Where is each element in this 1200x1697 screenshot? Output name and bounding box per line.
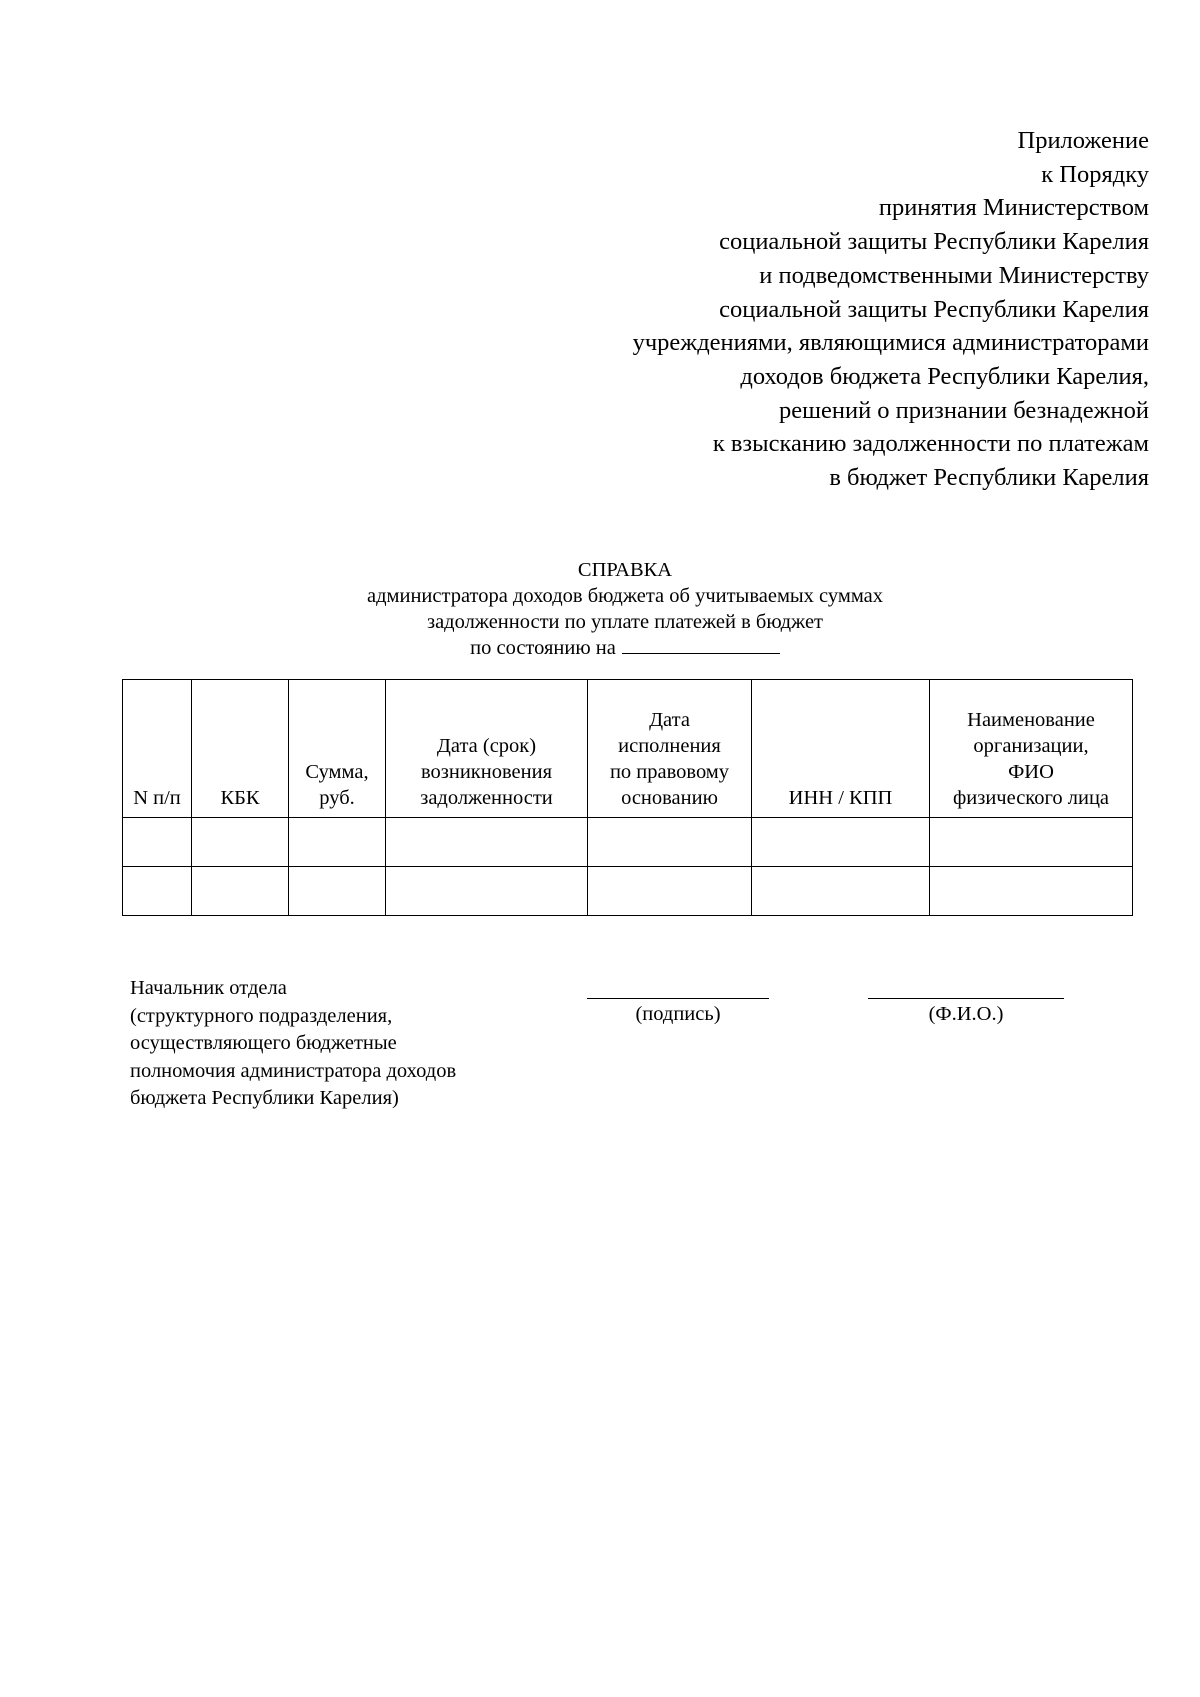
table-cell[interactable] (588, 867, 752, 916)
appendix-line: социальной защиты Республики Карелия (719, 295, 1149, 323)
date-blank-field[interactable] (622, 635, 780, 654)
table-cell[interactable] (386, 818, 588, 867)
signature-field (587, 975, 769, 1029)
table-row (123, 867, 1133, 916)
column-header (192, 680, 289, 818)
column-header-line: КБК (220, 787, 260, 809)
table-cell[interactable] (192, 867, 289, 916)
table-cell[interactable] (123, 818, 192, 867)
appendix-line: к взысканию задолженности по платежам (712, 430, 1149, 458)
appendix-header (509, 124, 1149, 495)
column-header-line: Дата (649, 709, 690, 731)
signoff-line: (структурного подразделения, (130, 1004, 393, 1027)
table-cell[interactable] (930, 867, 1133, 916)
column-header-line: Наименование (967, 709, 1095, 731)
appendix-line: к Порядку (1041, 160, 1149, 188)
table-cell[interactable] (930, 818, 1133, 867)
document-heading (125, 557, 1125, 661)
signoff-line: осуществляющего бюджетные (130, 1032, 397, 1054)
column-header-line: задолженности (420, 787, 553, 809)
appendix-line: и подведомственными Министерству (759, 261, 1149, 289)
table-cell[interactable] (752, 818, 930, 867)
appendix-line: учреждениями, являющимися администраторами (632, 329, 1149, 357)
signoff-block (130, 975, 456, 1113)
name-field (868, 975, 1064, 1029)
heading-date-line (125, 635, 1125, 661)
column-header-line: Сумма, (305, 761, 369, 783)
appendix-line: Приложение (1017, 127, 1149, 154)
heading-line: задолженности по уплате платежей в бюджет (426, 611, 824, 633)
table-cell[interactable] (386, 867, 588, 916)
appendix-line: доходов бюджета Республики Карелия, (740, 362, 1149, 390)
name-line[interactable] (868, 975, 1064, 999)
column-header-line: ИНН / КПП (788, 787, 893, 809)
appendix-line: решений о признании безнадежной (778, 396, 1149, 424)
column-header (123, 680, 192, 818)
column-header-line: возникновения (420, 761, 553, 783)
heading-date-label: по состоянию на (470, 637, 616, 659)
column-header-line: ФИО (1008, 761, 1054, 783)
table-cell[interactable] (289, 867, 386, 916)
column-header-line: организации, (973, 735, 1089, 757)
heading-line: администратора доходов бюджета об учитываемых суммах (366, 585, 884, 607)
table-cell[interactable] (588, 818, 752, 867)
column-header-line: по правовому (609, 761, 730, 783)
signature-caption: (подпись) (635, 1003, 721, 1025)
column-header (752, 680, 930, 818)
column-header-line: Дата (срок) (436, 735, 537, 757)
column-header (289, 680, 386, 818)
signoff-line: бюджета Республики Карелия) (130, 1087, 399, 1109)
document-title: СПРАВКА (577, 559, 673, 581)
appendix-line: в бюджет Республики Карелия (829, 464, 1149, 492)
debt-table (122, 679, 1133, 916)
column-header-line: N п/п (133, 787, 181, 809)
column-header-line: основанию (621, 787, 718, 809)
column-header (386, 680, 588, 818)
signoff-line: Начальник отдела (130, 977, 287, 999)
signoff-line: полномочия администратора доходов (130, 1059, 457, 1082)
appendix-line: принятия Министерством (878, 194, 1149, 222)
column-header-line: исполнения (618, 735, 721, 757)
table-cell[interactable] (752, 867, 930, 916)
table-cell[interactable] (123, 867, 192, 916)
column-header (930, 680, 1133, 818)
column-header-line: руб. (319, 787, 355, 809)
table-cell[interactable] (192, 818, 289, 867)
column-header-line: физического лица (952, 787, 1110, 809)
appendix-line: социальной защиты Республики Карелия (719, 228, 1149, 256)
name-caption: (Ф.И.О.) (928, 1003, 1004, 1025)
signature-line[interactable] (587, 975, 769, 999)
table-header-row (123, 680, 1133, 818)
table-cell[interactable] (289, 818, 386, 867)
table-row (123, 818, 1133, 867)
column-header (588, 680, 752, 818)
